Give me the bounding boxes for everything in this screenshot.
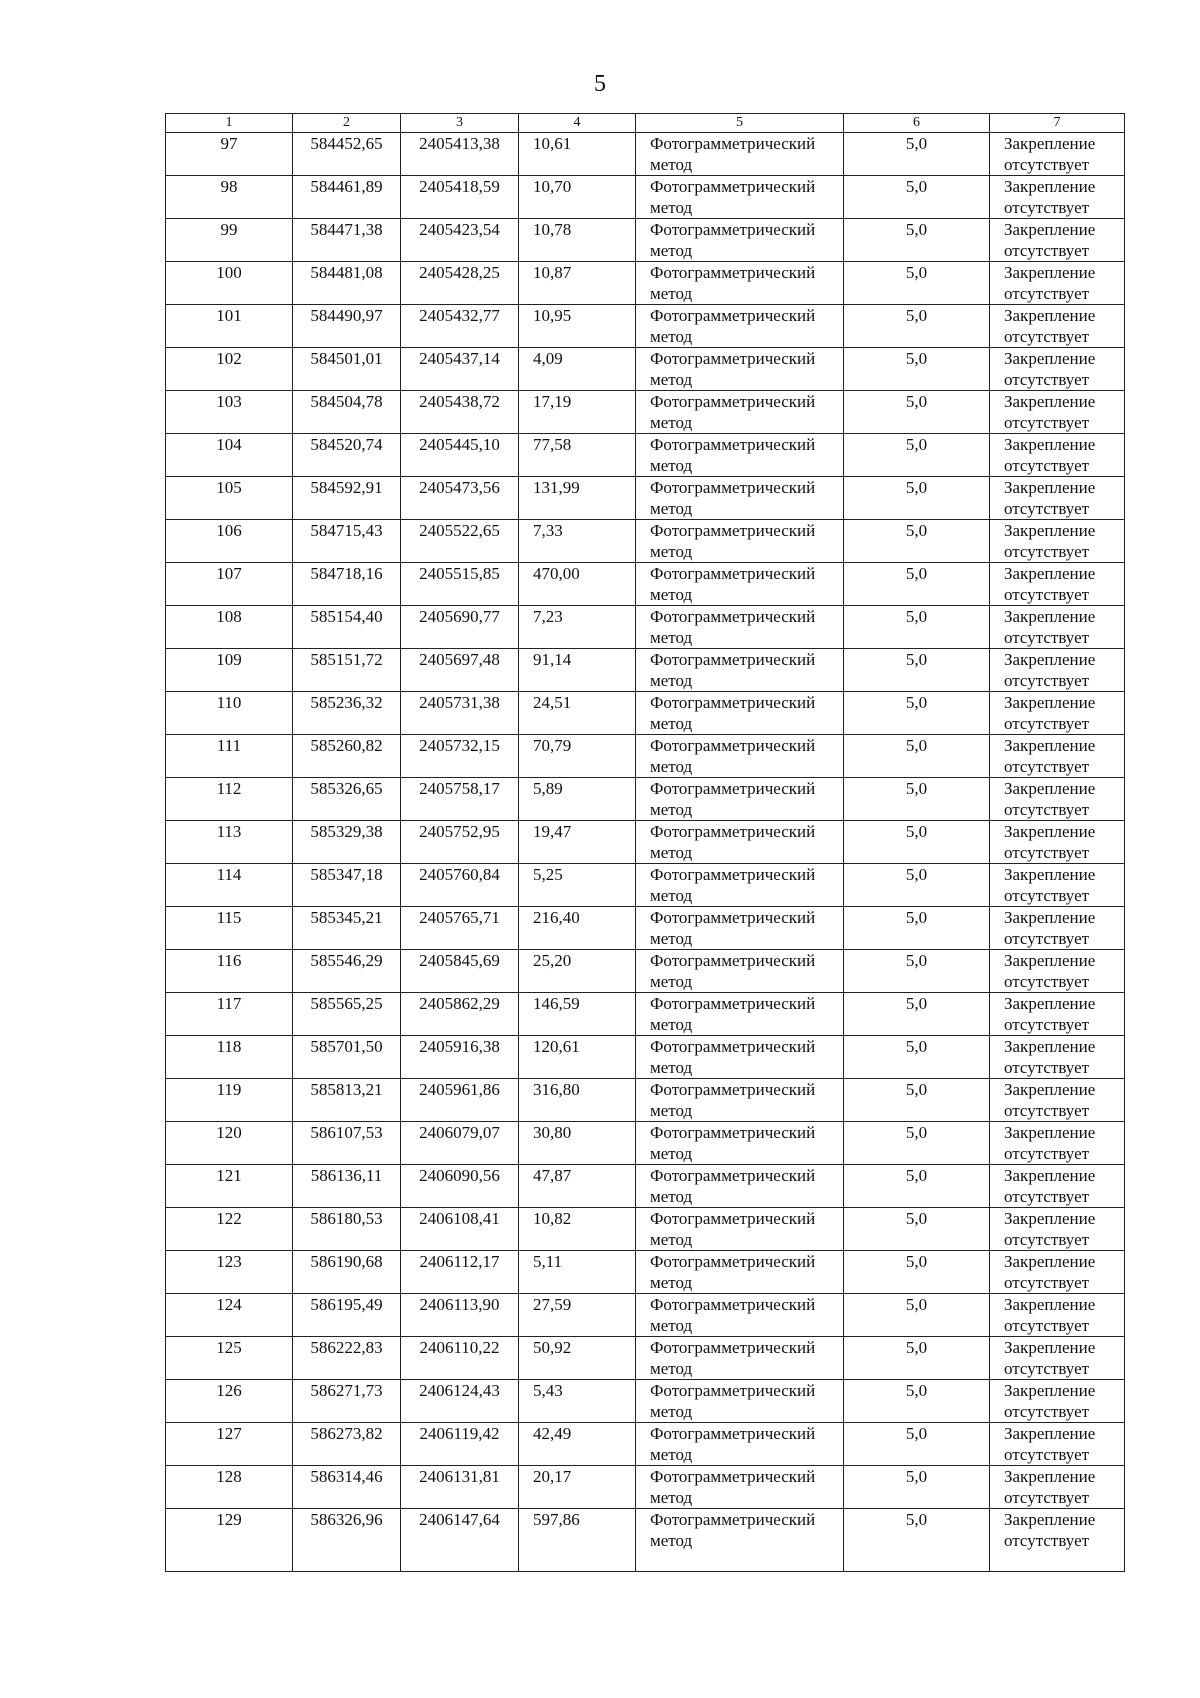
accuracy-cell: 5,0 xyxy=(844,391,990,434)
point-number-cell: 121 xyxy=(166,1165,293,1208)
accuracy-cell: 5,0 xyxy=(844,1380,990,1423)
distance-cell: 30,80 xyxy=(519,1122,636,1165)
table-row xyxy=(166,348,1125,391)
accuracy-cell: 5,0 xyxy=(844,864,990,907)
coord-y-cell: 2405731,38 xyxy=(401,692,519,735)
point-number-cell: 128 xyxy=(166,1466,293,1509)
method-cell: Фотограмметрический метод xyxy=(636,1208,844,1251)
accuracy-cell: 5,0 xyxy=(844,1466,990,1509)
accuracy-cell: 5,0 xyxy=(844,434,990,477)
accuracy-cell: 5,0 xyxy=(844,305,990,348)
fixing-cell: Закрепление отсутствует xyxy=(990,391,1125,434)
fixing-cell: Закрепление отсутствует xyxy=(990,993,1125,1036)
method-cell: Фотограмметрический метод xyxy=(636,1423,844,1466)
table-row xyxy=(166,520,1125,563)
fixing-cell: Закрепление отсутствует xyxy=(990,434,1125,477)
point-number-cell: 119 xyxy=(166,1079,293,1122)
distance-cell: 20,17 xyxy=(519,1466,636,1509)
distance-cell: 5,43 xyxy=(519,1380,636,1423)
coord-x-cell: 586222,83 xyxy=(293,1337,401,1380)
method-cell: Фотограмметрический метод xyxy=(636,907,844,950)
point-number-cell: 114 xyxy=(166,864,293,907)
distance-cell: 47,87 xyxy=(519,1165,636,1208)
distance-cell: 120,61 xyxy=(519,1036,636,1079)
method-cell: Фотограмметрический метод xyxy=(636,692,844,735)
point-number-cell: 122 xyxy=(166,1208,293,1251)
accuracy-cell: 5,0 xyxy=(844,821,990,864)
fixing-cell: Закрепление отсутствует xyxy=(990,477,1125,520)
fixing-cell: Закрепление отсутствует xyxy=(990,1294,1125,1337)
distance-cell: 5,89 xyxy=(519,778,636,821)
table-row xyxy=(166,1165,1125,1208)
coord-y-cell: 2406147,64 xyxy=(401,1509,519,1572)
coord-x-cell: 585813,21 xyxy=(293,1079,401,1122)
method-cell: Фотограмметрический метод xyxy=(636,477,844,520)
point-number-cell: 105 xyxy=(166,477,293,520)
coord-y-cell: 2405418,59 xyxy=(401,176,519,219)
table-row xyxy=(166,133,1125,176)
coord-x-cell: 586314,46 xyxy=(293,1466,401,1509)
point-number-cell: 107 xyxy=(166,563,293,606)
table-row xyxy=(166,305,1125,348)
coord-y-cell: 2406090,56 xyxy=(401,1165,519,1208)
coord-y-cell: 2405760,84 xyxy=(401,864,519,907)
coord-y-cell: 2405916,38 xyxy=(401,1036,519,1079)
coord-x-cell: 584504,78 xyxy=(293,391,401,434)
fixing-cell: Закрепление отсутствует xyxy=(990,176,1125,219)
column-header: 5 xyxy=(636,114,844,133)
coord-y-cell: 2405522,65 xyxy=(401,520,519,563)
coord-y-cell: 2405690,77 xyxy=(401,606,519,649)
distance-cell: 91,14 xyxy=(519,649,636,692)
accuracy-cell: 5,0 xyxy=(844,348,990,391)
distance-cell: 24,51 xyxy=(519,692,636,735)
distance-cell: 10,78 xyxy=(519,219,636,262)
point-number-cell: 97 xyxy=(166,133,293,176)
coord-x-cell: 585260,82 xyxy=(293,735,401,778)
coord-y-cell: 2405428,25 xyxy=(401,262,519,305)
fixing-cell: Закрепление отсутствует xyxy=(990,606,1125,649)
table-row xyxy=(166,821,1125,864)
coord-y-cell: 2405432,77 xyxy=(401,305,519,348)
coord-y-cell: 2405473,56 xyxy=(401,477,519,520)
distance-cell: 5,25 xyxy=(519,864,636,907)
point-number-cell: 99 xyxy=(166,219,293,262)
distance-cell: 10,61 xyxy=(519,133,636,176)
point-number-cell: 113 xyxy=(166,821,293,864)
coord-x-cell: 586195,49 xyxy=(293,1294,401,1337)
table-row xyxy=(166,864,1125,907)
fixing-cell: Закрепление отсутствует xyxy=(990,1165,1125,1208)
coord-y-cell: 2406079,07 xyxy=(401,1122,519,1165)
coord-y-cell: 2405758,17 xyxy=(401,778,519,821)
coord-x-cell: 584718,16 xyxy=(293,563,401,606)
coord-x-cell: 584592,91 xyxy=(293,477,401,520)
table-row xyxy=(166,176,1125,219)
distance-cell: 216,40 xyxy=(519,907,636,950)
fixing-cell: Закрепление отсутствует xyxy=(990,950,1125,993)
column-header: 3 xyxy=(401,114,519,133)
coord-y-cell: 2406110,22 xyxy=(401,1337,519,1380)
coord-x-cell: 585345,21 xyxy=(293,907,401,950)
point-number-cell: 125 xyxy=(166,1337,293,1380)
table-row xyxy=(166,1079,1125,1122)
table-row xyxy=(166,219,1125,262)
column-header: 1 xyxy=(166,114,293,133)
point-number-cell: 110 xyxy=(166,692,293,735)
coord-y-cell: 2405413,38 xyxy=(401,133,519,176)
fixing-cell: Закрепление отсутствует xyxy=(990,864,1125,907)
distance-cell: 4,09 xyxy=(519,348,636,391)
method-cell: Фотограмметрический метод xyxy=(636,1380,844,1423)
point-number-cell: 118 xyxy=(166,1036,293,1079)
accuracy-cell: 5,0 xyxy=(844,176,990,219)
distance-cell: 470,00 xyxy=(519,563,636,606)
coord-x-cell: 585151,72 xyxy=(293,649,401,692)
fixing-cell: Закрепление отсутствует xyxy=(990,563,1125,606)
coord-x-cell: 584481,08 xyxy=(293,262,401,305)
accuracy-cell: 5,0 xyxy=(844,1208,990,1251)
coord-x-cell: 586190,68 xyxy=(293,1251,401,1294)
accuracy-cell: 5,0 xyxy=(844,1509,990,1572)
accuracy-cell: 5,0 xyxy=(844,1079,990,1122)
fixing-cell: Закрепление отсутствует xyxy=(990,1466,1125,1509)
method-cell: Фотограмметрический метод xyxy=(636,1466,844,1509)
coord-y-cell: 2406113,90 xyxy=(401,1294,519,1337)
point-number-cell: 123 xyxy=(166,1251,293,1294)
coord-x-cell: 584461,89 xyxy=(293,176,401,219)
fixing-cell: Закрепление отсутствует xyxy=(990,692,1125,735)
fixing-cell: Закрепление отсутствует xyxy=(990,735,1125,778)
coord-x-cell: 585347,18 xyxy=(293,864,401,907)
accuracy-cell: 5,0 xyxy=(844,563,990,606)
method-cell: Фотограмметрический метод xyxy=(636,778,844,821)
method-cell: Фотограмметрический метод xyxy=(636,348,844,391)
method-cell: Фотограмметрический метод xyxy=(636,864,844,907)
page-number: 5 xyxy=(594,71,606,97)
method-cell: Фотограмметрический метод xyxy=(636,305,844,348)
fixing-cell: Закрепление отсутствует xyxy=(990,1251,1125,1294)
coord-y-cell: 2406108,41 xyxy=(401,1208,519,1251)
fixing-cell: Закрепление отсутствует xyxy=(990,907,1125,950)
distance-cell: 7,33 xyxy=(519,520,636,563)
coord-x-cell: 586107,53 xyxy=(293,1122,401,1165)
fixing-cell: Закрепление отсутствует xyxy=(990,262,1125,305)
coord-x-cell: 584715,43 xyxy=(293,520,401,563)
coord-x-cell: 585329,38 xyxy=(293,821,401,864)
table-row xyxy=(166,563,1125,606)
table-header-row xyxy=(166,114,1125,133)
accuracy-cell: 5,0 xyxy=(844,133,990,176)
method-cell: Фотограмметрический метод xyxy=(636,993,844,1036)
coord-x-cell: 584452,65 xyxy=(293,133,401,176)
coord-y-cell: 2405445,10 xyxy=(401,434,519,477)
coord-x-cell: 584490,97 xyxy=(293,305,401,348)
distance-cell: 19,47 xyxy=(519,821,636,864)
coord-x-cell: 586136,11 xyxy=(293,1165,401,1208)
point-number-cell: 98 xyxy=(166,176,293,219)
fixing-cell: Закрепление отсутствует xyxy=(990,520,1125,563)
fixing-cell: Закрепление отсутствует xyxy=(990,778,1125,821)
table-body xyxy=(166,133,1125,1572)
table-row xyxy=(166,434,1125,477)
method-cell: Фотограмметрический метод xyxy=(636,1294,844,1337)
distance-cell: 50,92 xyxy=(519,1337,636,1380)
method-cell: Фотограмметрический метод xyxy=(636,1251,844,1294)
method-cell: Фотограмметрический метод xyxy=(636,821,844,864)
table-row xyxy=(166,1337,1125,1380)
method-cell: Фотограмметрический метод xyxy=(636,434,844,477)
point-number-cell: 104 xyxy=(166,434,293,477)
fixing-cell: Закрепление отсутствует xyxy=(990,1122,1125,1165)
column-header: 6 xyxy=(844,114,990,133)
accuracy-cell: 5,0 xyxy=(844,1251,990,1294)
coord-x-cell: 586273,82 xyxy=(293,1423,401,1466)
point-number-cell: 126 xyxy=(166,1380,293,1423)
distance-cell: 131,99 xyxy=(519,477,636,520)
coordinates-table xyxy=(165,113,1125,1572)
coord-y-cell: 2406119,42 xyxy=(401,1423,519,1466)
fixing-cell: Закрепление отсутствует xyxy=(990,1380,1125,1423)
table-row xyxy=(166,778,1125,821)
fixing-cell: Закрепление отсутствует xyxy=(990,348,1125,391)
accuracy-cell: 5,0 xyxy=(844,606,990,649)
table-row xyxy=(166,950,1125,993)
coord-x-cell: 584471,38 xyxy=(293,219,401,262)
accuracy-cell: 5,0 xyxy=(844,778,990,821)
coord-y-cell: 2405515,85 xyxy=(401,563,519,606)
point-number-cell: 124 xyxy=(166,1294,293,1337)
distance-cell: 146,59 xyxy=(519,993,636,1036)
distance-cell: 597,86 xyxy=(519,1509,636,1572)
table-row xyxy=(166,907,1125,950)
accuracy-cell: 5,0 xyxy=(844,1122,990,1165)
distance-cell: 316,80 xyxy=(519,1079,636,1122)
accuracy-cell: 5,0 xyxy=(844,692,990,735)
distance-cell: 17,19 xyxy=(519,391,636,434)
method-cell: Фотограмметрический метод xyxy=(636,1509,844,1572)
coord-y-cell: 2405697,48 xyxy=(401,649,519,692)
table-row xyxy=(166,1294,1125,1337)
table-row xyxy=(166,692,1125,735)
distance-cell: 70,79 xyxy=(519,735,636,778)
fixing-cell: Закрепление отсутствует xyxy=(990,1208,1125,1251)
point-number-cell: 100 xyxy=(166,262,293,305)
method-cell: Фотограмметрический метод xyxy=(636,1122,844,1165)
coord-x-cell: 585546,29 xyxy=(293,950,401,993)
fixing-cell: Закрепление отсутствует xyxy=(990,1509,1125,1572)
point-number-cell: 116 xyxy=(166,950,293,993)
coord-y-cell: 2405845,69 xyxy=(401,950,519,993)
table-row xyxy=(166,993,1125,1036)
coord-y-cell: 2405862,29 xyxy=(401,993,519,1036)
point-number-cell: 127 xyxy=(166,1423,293,1466)
method-cell: Фотограмметрический метод xyxy=(636,1337,844,1380)
table-row xyxy=(166,735,1125,778)
point-number-cell: 129 xyxy=(166,1509,293,1572)
method-cell: Фотограмметрический метод xyxy=(636,950,844,993)
table-row xyxy=(166,1251,1125,1294)
accuracy-cell: 5,0 xyxy=(844,219,990,262)
coord-y-cell: 2405752,95 xyxy=(401,821,519,864)
point-number-cell: 108 xyxy=(166,606,293,649)
column-header: 4 xyxy=(519,114,636,133)
coord-y-cell: 2405438,72 xyxy=(401,391,519,434)
point-number-cell: 115 xyxy=(166,907,293,950)
coord-y-cell: 2406131,81 xyxy=(401,1466,519,1509)
accuracy-cell: 5,0 xyxy=(844,1036,990,1079)
table-row xyxy=(166,262,1125,305)
table-row xyxy=(166,1423,1125,1466)
fixing-cell: Закрепление отсутствует xyxy=(990,1036,1125,1079)
coord-y-cell: 2406124,43 xyxy=(401,1380,519,1423)
table-row xyxy=(166,1036,1125,1079)
column-header: 7 xyxy=(990,114,1125,133)
table-row xyxy=(166,391,1125,434)
distance-cell: 7,23 xyxy=(519,606,636,649)
point-number-cell: 117 xyxy=(166,993,293,1036)
accuracy-cell: 5,0 xyxy=(844,1165,990,1208)
point-number-cell: 101 xyxy=(166,305,293,348)
table-row xyxy=(166,649,1125,692)
accuracy-cell: 5,0 xyxy=(844,735,990,778)
point-number-cell: 106 xyxy=(166,520,293,563)
coord-x-cell: 584520,74 xyxy=(293,434,401,477)
distance-cell: 27,59 xyxy=(519,1294,636,1337)
method-cell: Фотограмметрический метод xyxy=(636,520,844,563)
fixing-cell: Закрепление отсутствует xyxy=(990,649,1125,692)
column-header: 2 xyxy=(293,114,401,133)
distance-cell: 10,95 xyxy=(519,305,636,348)
fixing-cell: Закрепление отсутствует xyxy=(990,305,1125,348)
coord-x-cell: 585565,25 xyxy=(293,993,401,1036)
fixing-cell: Закрепление отсутствует xyxy=(990,133,1125,176)
accuracy-cell: 5,0 xyxy=(844,649,990,692)
method-cell: Фотограмметрический метод xyxy=(636,563,844,606)
coord-x-cell: 585154,40 xyxy=(293,606,401,649)
distance-cell: 77,58 xyxy=(519,434,636,477)
accuracy-cell: 5,0 xyxy=(844,1423,990,1466)
method-cell: Фотограмметрический метод xyxy=(636,1165,844,1208)
method-cell: Фотограмметрический метод xyxy=(636,391,844,434)
table-row xyxy=(166,1208,1125,1251)
method-cell: Фотограмметрический метод xyxy=(636,649,844,692)
table-row xyxy=(166,477,1125,520)
coord-y-cell: 2405437,14 xyxy=(401,348,519,391)
accuracy-cell: 5,0 xyxy=(844,950,990,993)
distance-cell: 10,82 xyxy=(519,1208,636,1251)
fixing-cell: Закрепление отсутствует xyxy=(990,1337,1125,1380)
fixing-cell: Закрепление отсутствует xyxy=(990,1423,1125,1466)
point-number-cell: 120 xyxy=(166,1122,293,1165)
accuracy-cell: 5,0 xyxy=(844,993,990,1036)
method-cell: Фотограмметрический метод xyxy=(636,133,844,176)
coord-x-cell: 586271,73 xyxy=(293,1380,401,1423)
accuracy-cell: 5,0 xyxy=(844,262,990,305)
distance-cell: 25,20 xyxy=(519,950,636,993)
fixing-cell: Закрепление отсутствует xyxy=(990,219,1125,262)
table-row xyxy=(166,1122,1125,1165)
method-cell: Фотограмметрический метод xyxy=(636,1079,844,1122)
distance-cell: 10,70 xyxy=(519,176,636,219)
point-number-cell: 112 xyxy=(166,778,293,821)
accuracy-cell: 5,0 xyxy=(844,1294,990,1337)
coord-y-cell: 2406112,17 xyxy=(401,1251,519,1294)
distance-cell: 10,87 xyxy=(519,262,636,305)
accuracy-cell: 5,0 xyxy=(844,520,990,563)
coord-x-cell: 586180,53 xyxy=(293,1208,401,1251)
distance-cell: 42,49 xyxy=(519,1423,636,1466)
fixing-cell: Закрепление отсутствует xyxy=(990,821,1125,864)
coord-x-cell: 585236,32 xyxy=(293,692,401,735)
table-row xyxy=(166,1380,1125,1423)
table-row xyxy=(166,1509,1125,1572)
coord-y-cell: 2405732,15 xyxy=(401,735,519,778)
point-number-cell: 102 xyxy=(166,348,293,391)
coord-x-cell: 585326,65 xyxy=(293,778,401,821)
accuracy-cell: 5,0 xyxy=(844,907,990,950)
method-cell: Фотограмметрический метод xyxy=(636,219,844,262)
coord-x-cell: 585701,50 xyxy=(293,1036,401,1079)
coord-y-cell: 2405765,71 xyxy=(401,907,519,950)
method-cell: Фотограмметрический метод xyxy=(636,735,844,778)
method-cell: Фотограмметрический метод xyxy=(636,262,844,305)
coord-x-cell: 584501,01 xyxy=(293,348,401,391)
method-cell: Фотограмметрический метод xyxy=(636,1036,844,1079)
point-number-cell: 111 xyxy=(166,735,293,778)
method-cell: Фотограмметрический метод xyxy=(636,176,844,219)
fixing-cell: Закрепление отсутствует xyxy=(990,1079,1125,1122)
distance-cell: 5,11 xyxy=(519,1251,636,1294)
accuracy-cell: 5,0 xyxy=(844,1337,990,1380)
table-row xyxy=(166,606,1125,649)
table-row xyxy=(166,1466,1125,1509)
point-number-cell: 109 xyxy=(166,649,293,692)
method-cell: Фотограмметрический метод xyxy=(636,606,844,649)
accuracy-cell: 5,0 xyxy=(844,477,990,520)
coord-y-cell: 2405423,54 xyxy=(401,219,519,262)
coord-y-cell: 2405961,86 xyxy=(401,1079,519,1122)
coord-x-cell: 586326,96 xyxy=(293,1509,401,1572)
point-number-cell: 103 xyxy=(166,391,293,434)
